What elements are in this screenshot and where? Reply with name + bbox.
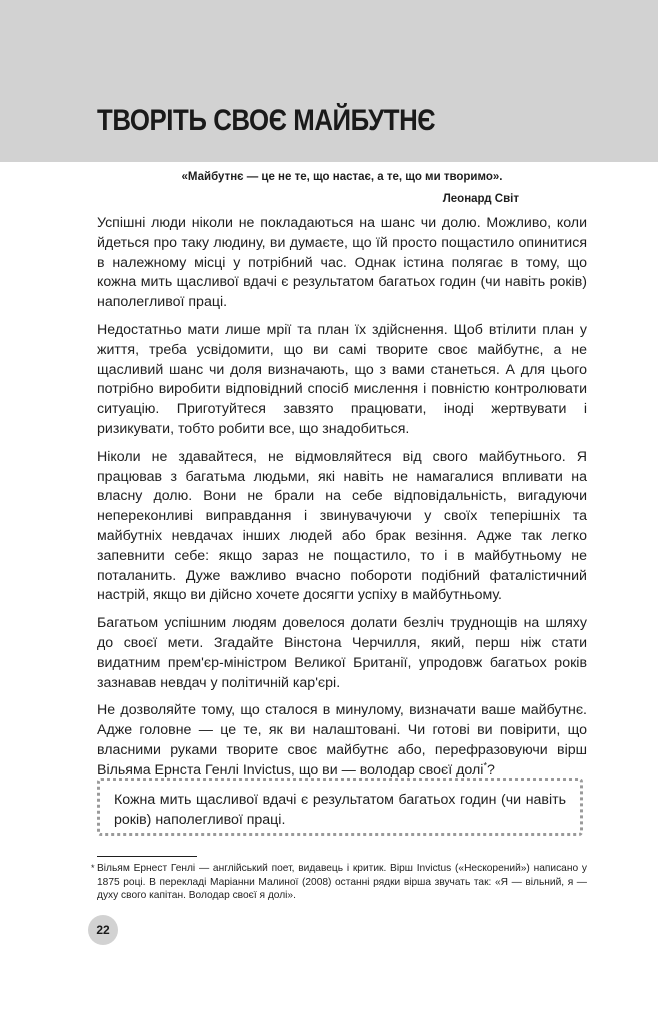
paragraph-5-tail: ? — [486, 761, 495, 778]
paragraph-1: Успішні люди ніколи не покладаються на шанс чи долю. Можливо, коли йдеться про таку людину, ви думаєте, що їй просто пощастило опинитися в належному місці у потрібний час. Однак істина полягає в тому, що кожна мить щасливої вдачі є результатом багатьох годин (чи навіть років) наполегливої праці. — [97, 215, 587, 311]
footnote-reference[interactable]: * — [483, 759, 487, 770]
footnote-divider — [97, 856, 197, 857]
page-number-badge — [88, 915, 118, 945]
paragraph-4: Багатьом успішним людям довелося долати безліч труднощів на шляху до своєї мети. Згадайте Вінстона Черчилля, який, перш ніж стати видатним прем'єр-міністром Великої Британії, упродовж багатьох років зазнавав невдач у політичній кар'єрі. — [97, 615, 587, 691]
chapter-title: ТВОРІТЬ СВОЄ МАЙБУТНЄ — [97, 104, 436, 137]
footnote — [91, 862, 587, 903]
body-text — [97, 214, 587, 789]
paragraph-2: Недостатньо мати лише мрії та план їх здійснення. Щоб втілити план у життя, треба усвідомити, що ви самі творите своє майбутнє, а не щасливий шанс чи доля визначають, що з вами станеться. А для цього потрібно виробити відповідний спосіб мислення і повністю контролювати ситуацію. Приготуйтеся завзято працювати, іноді жертвувати і ризикувати, тобто робити все, що знадобиться. — [97, 321, 587, 437]
callout-box — [97, 778, 583, 836]
epigraph — [97, 166, 587, 210]
epigraph-quote: «Майбутнє — це не те, що настає, а те, що ми творимо». — [181, 171, 503, 183]
paragraph-3: Ніколи не здавайтеся, не відмовляйтеся від свого майбутнього. Я працював з багатьма людьми, які навіть не намагалися впливати на власну долю. Вони не брали на себе відповідальність, вигадуючи непереконливі виправдання і звинувачуючи у своїх теперішніх та майбутніх невдачах інших людей або брак везіння. Адже так легко запевнити себе: якщо зараз не пощастило, то і в майбутньому не поталанить. Дуже важливо вчасно побороти подібний фаталістичний настрій, якщо ви дійсно хочете досягти успіху в майбутньому. — [97, 448, 587, 604]
callout-text: Кожна мить щасливої вдачі є результатом багатьох годин (чи навіть років) наполегливої праці. — [114, 792, 566, 828]
epigraph-author: Леонард Світ — [442, 193, 519, 205]
footnote-text: Вільям Ернест Генлі — англійський поет, видавець і критик. Вірш Invictus («Нескорений») написано у 1875 році. В перекладі Маріанни Малиної (2008) останні рядки вірша звучать так: «Я — вільний, я — духу свого капітан. Володар своєї я долі». — [97, 863, 587, 901]
page-number: 22 — [96, 923, 110, 937]
paragraph-5-text: Не дозволяйте тому, що сталося в минулому, визначати ваше майбутнє. Адже головне — це те, як ви налаштовані. Чи готові ви повірити, що власними руками творите своє майбутнє або, перефразовуючи вірш Вільяма Ернста Генлі Invictus, що ви — володар своєї долі — [97, 702, 587, 778]
footnote-marker: * — [91, 863, 95, 873]
paragraph-5 — [97, 701, 587, 780]
